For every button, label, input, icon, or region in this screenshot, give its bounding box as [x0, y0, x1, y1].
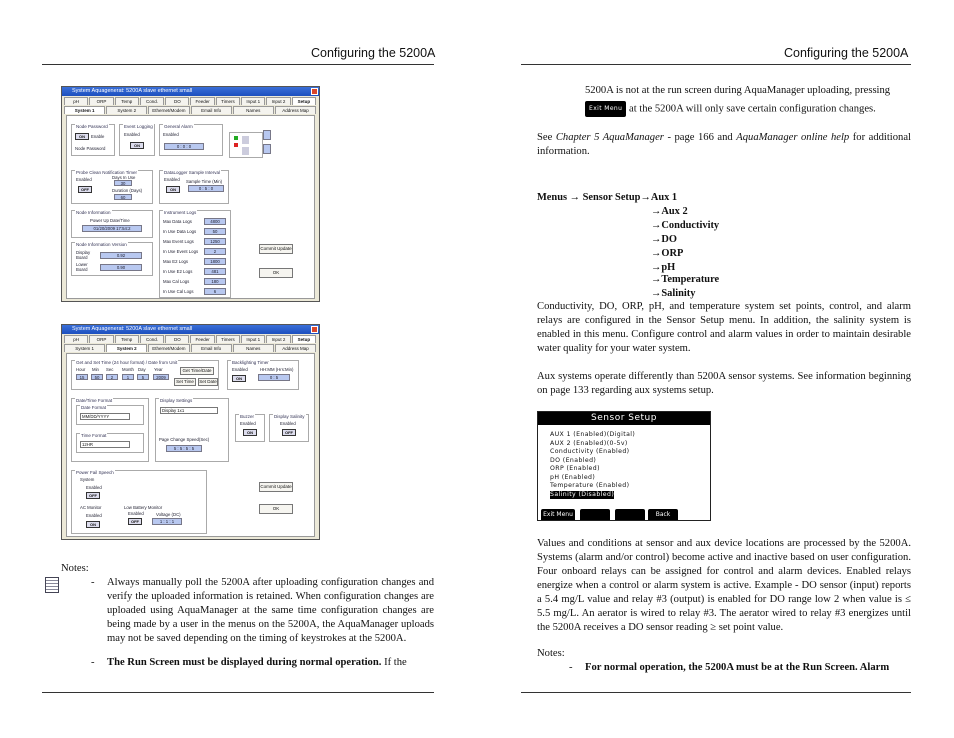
page-change-field[interactable]: 5 : 5 : 5 : 5 [166, 445, 202, 452]
enabled-label: Enabled [232, 367, 248, 372]
log-label: In Use Cal Logs [163, 289, 194, 294]
window-title: System Aquagenerat: 5200A slave ethernet small [62, 87, 319, 96]
group-label: Instrument Logs [164, 210, 197, 215]
backlighting-group [227, 360, 299, 390]
voltage-field[interactable]: 1 : 1 : 1 [152, 518, 182, 525]
enabled-label: Enabled [164, 177, 180, 182]
system2-panel [66, 353, 315, 537]
lcd-title: Sensor Setup [538, 412, 710, 425]
commit-update-button[interactable]: Commit Update [259, 244, 293, 254]
menu-path-5: →pH [651, 262, 676, 273]
main-tabs [64, 97, 317, 105]
ok-button[interactable]: OK [259, 504, 293, 514]
group-label: Buzzer [240, 414, 255, 419]
tab-timers[interactable]: Timers [216, 97, 240, 105]
tab-input1[interactable]: Input 1 [241, 97, 265, 105]
tab-input2[interactable]: Input 2 [266, 335, 290, 343]
enabled-label: Enabled [280, 421, 296, 426]
log-label: Max E2 Logs [163, 259, 189, 264]
group-label: Display Salinity [274, 414, 305, 419]
time-col-label: Day [138, 367, 146, 372]
note-rest: If the [384, 657, 407, 668]
right-p2 [537, 131, 911, 159]
sensor-setup-lcd [537, 411, 711, 521]
p2-help: AquaManager online help [736, 132, 850, 143]
group-label: Date/Time Format [76, 398, 113, 403]
menu-path-1: →Aux 2 [651, 206, 688, 217]
log-value: 2 [204, 248, 226, 255]
p2-mid: - page 166 and [667, 132, 733, 143]
left-notes-label: Notes: [61, 563, 89, 574]
subtab-email[interactable]: Email Info [191, 344, 232, 352]
menu-path-6: →Temperature [651, 274, 720, 285]
right-note-dash: - [569, 662, 573, 673]
group-label: Date Format [81, 405, 107, 410]
tab-setup[interactable]: Setup [292, 97, 316, 105]
subtab-system1[interactable]: System 1 [64, 106, 105, 114]
lcd-item[interactable]: AUX 1 (Enabled)(Digital) [550, 431, 636, 438]
sample-time-label: Sample Time (Min) [186, 179, 223, 184]
right-p1a: 5200A is not at the run screen during AquaManager uploading, pressing [585, 85, 891, 96]
tab-feeder[interactable]: Feeder [190, 335, 214, 343]
enabled-label: Enabled [86, 513, 102, 518]
log-value: 180 [204, 278, 226, 285]
left-note-2 [107, 656, 434, 670]
lcd-item-selected[interactable]: Salinity (Disabled) [550, 490, 615, 498]
min-field[interactable]: 50 [91, 374, 103, 380]
lcd-item[interactable]: AUX 2 (Enabled)(0-5v) [550, 439, 628, 447]
relay-box [242, 136, 249, 144]
alarm-status-box [263, 130, 271, 140]
softkey-2[interactable] [580, 509, 610, 520]
tab-do[interactable]: DO [165, 335, 189, 343]
p1b-text: at the 5200A will only save certain configuration changes. [629, 103, 876, 115]
power-up-field: 01/20/2009 17:54:2 [82, 225, 142, 232]
days-in-use-field[interactable]: 30 [114, 180, 132, 186]
ac-monitor-toggle[interactable]: ON [86, 521, 100, 528]
left-note-dash-1: - [91, 577, 95, 588]
tab-timers[interactable]: Timers [216, 335, 240, 343]
backlight-toggle[interactable]: ON [232, 375, 246, 382]
subtab-system1[interactable]: System 1 [64, 344, 105, 352]
left-note-dash-2: - [91, 657, 95, 668]
softkey-exit-menu[interactable]: Exit Menu [541, 509, 575, 520]
group-label: Node Information Version [76, 242, 127, 247]
main-tabs [64, 335, 317, 343]
datalogger-group [159, 170, 229, 204]
tab-ph[interactable]: pH [64, 335, 88, 343]
log-label: Max Data Logs [163, 219, 192, 224]
right-notes-label: Notes: [537, 648, 565, 659]
display-salinity-group [269, 414, 309, 442]
instrument-logs-group [159, 210, 231, 298]
page-change-label: Page Change Speed(Sec) [159, 437, 210, 442]
time-format-group [76, 433, 144, 453]
tab-cond[interactable]: Cond. [140, 335, 164, 343]
softkey-3[interactable] [615, 509, 645, 520]
time-col-label: Year [154, 367, 163, 372]
probe-clean-toggle[interactable]: OFF [78, 186, 92, 193]
relay-box [242, 147, 249, 155]
tab-cond[interactable]: Cond. [140, 97, 164, 105]
window-title: System Aquagenerat: 5200A slave ethernet small [62, 325, 319, 334]
right-p5: Values and conditions at sensor and aux device locations are processed by the 5200A. Systems (alarm and/or control) become active and inactive based on user configuration. Four onboard relays can be assigned for control and alarm devices. Enabled relays energize when a control or alarm system is active. Example - DO sensor (input) reports a 5.4 mg/L value and relay #3 (output) is enabled for DO range low 2 when value is ≤ 5.5 mg/L. An aerator is wired to relay #3. The aerator wired to relay #3 energizes until the 5200A receives a DO sensor reading ≥ set point value. [537, 538, 911, 633]
subtab-names[interactable]: Names [233, 106, 274, 114]
power-up-label: Power Up Date/Time [90, 218, 130, 223]
tab-setup[interactable]: Setup [292, 335, 316, 343]
group-label: General Alarm [164, 124, 193, 129]
close-icon[interactable] [311, 326, 318, 333]
lower-board-field: 0.90 [100, 264, 142, 271]
tab-input1[interactable]: Input 1 [241, 335, 265, 343]
hhmm-label: HH:MM (Hrs:Min) [260, 367, 294, 372]
enabled-label: Enabled [240, 421, 256, 426]
voltage-label: Voltage (DC) [156, 512, 181, 517]
subtab-system2[interactable]: System 2 [106, 344, 147, 352]
menu-path-0: Menus → Sensor Setup→Aux 1 [537, 192, 678, 203]
sub-tabs [64, 106, 317, 114]
set-time-button[interactable]: Set Time [174, 378, 196, 386]
group-label: Get and Set Time (24 hour format) / Date from Unit [76, 360, 178, 365]
enabled-label: Enabled [86, 485, 102, 490]
sample-time-field[interactable]: 0 : 5 : 0 [188, 185, 224, 192]
display-board-field: 0.92 [100, 252, 142, 259]
display-settings-group [155, 398, 229, 462]
exit-menu-key: Exit Menu [585, 101, 626, 117]
log-value: 481 [204, 268, 226, 275]
group-label: Backlighting Timer [232, 360, 269, 365]
enabled-label: Enabled [128, 511, 144, 516]
tab-orp[interactable]: ORP [89, 335, 113, 343]
menu-path-4: →ORP [651, 248, 684, 259]
event-logging-group [119, 124, 155, 156]
subtab-email[interactable]: Email Info [191, 106, 232, 114]
lower-board-label: Lower Board [76, 262, 88, 272]
tab-do[interactable]: DO [165, 97, 189, 105]
log-label: Max Event Logs [163, 239, 194, 244]
month-field[interactable]: 1 [122, 374, 134, 380]
relay-indicators [229, 132, 263, 158]
left-header-rule [42, 64, 434, 65]
backlight-time-field[interactable]: 0 : 5 [258, 374, 290, 381]
subtab-names[interactable]: Names [233, 344, 274, 352]
commit-update-button[interactable]: Commit Update [259, 482, 293, 492]
enable-label: Enable [91, 134, 105, 139]
get-time-date-button[interactable]: Get Time/Date [180, 367, 214, 375]
lcd-item[interactable]: Temperature (Enabled) [550, 482, 630, 489]
softkey-back[interactable]: Back [648, 509, 678, 520]
sec-field[interactable]: 2 [106, 374, 118, 380]
group-label: Event Logging [124, 124, 153, 129]
ok-button[interactable]: OK [259, 268, 293, 278]
time-col-label: Min [92, 367, 99, 372]
notepad-icon [45, 577, 59, 593]
password-toggle[interactable]: ON [75, 133, 89, 140]
subtab-address[interactable]: Address Map [275, 106, 316, 114]
right-p4: Aux systems operate differently than 5200A sensor systems. See information beginning on page 133 regarding aux systems setup. [537, 371, 911, 396]
log-label: In Use Event Logs [163, 249, 199, 254]
subtab-system2[interactable]: System 2 [106, 106, 147, 114]
subtab-ethernet[interactable]: Ethernet/Modem [148, 344, 189, 352]
log-value: 1250 [204, 238, 226, 245]
alarm-time-field[interactable]: 0 : 0 : 0 [164, 143, 204, 150]
days-in-use-label: Days In Use [112, 175, 136, 180]
time-col-label: Hour [76, 367, 86, 372]
enabled-label: Enabled [124, 132, 140, 137]
tab-temp[interactable]: Temp [115, 335, 139, 343]
group-label: Node Password [76, 124, 108, 129]
right-note-bold: For normal operation, the 5200A must be at the Run Screen. Alarm [585, 662, 890, 673]
probe-clean-group [71, 170, 153, 204]
subtab-ethernet[interactable]: Ethernet/Modem [148, 106, 189, 114]
event-logging-toggle[interactable]: ON [130, 142, 144, 149]
day-field[interactable]: 5 [137, 374, 149, 380]
log-value: 4800 [204, 218, 226, 225]
system1-panel [66, 115, 315, 299]
right-footer-rule [521, 692, 911, 693]
system1-window [61, 86, 320, 302]
p2-end: for additional information. [537, 132, 911, 157]
close-icon[interactable] [311, 88, 318, 95]
ac-monitor-label: AC Monitor [80, 505, 102, 510]
get-set-time-group [71, 360, 219, 390]
left-footer-rule [42, 692, 434, 693]
buzzer-toggle[interactable]: ON [243, 429, 257, 436]
system2-window [61, 324, 320, 540]
duration-field[interactable]: 60 [114, 194, 132, 200]
group-label: Time Format [81, 433, 107, 438]
lcd-item[interactable]: Conductivity (Enabled) [550, 448, 630, 455]
group-label: Node Information [76, 210, 111, 215]
p2-chapter: Chapter 5 AquaManager [555, 132, 664, 143]
log-value: 6 [204, 288, 226, 295]
system-label: System [80, 477, 95, 482]
right-p1b [585, 101, 911, 117]
tab-temp[interactable]: Temp [115, 97, 139, 105]
right-header-rule [521, 64, 911, 65]
system-toggle[interactable]: OFF [86, 492, 100, 499]
date-time-format-group [71, 398, 149, 462]
left-note-1: Always manually poll the 5200A after uploading configuration changes and verify the uploaded information is retained. When configuration changes are uploaded using AquaManager at the same time configuration changes are being made by a user in the menus on the 5200A, the AquaManager uploads may not be saved depending on the timing of keystrokes at the 5200A. [107, 577, 434, 644]
date-format-select[interactable]: MM/DD/YYYY [80, 413, 130, 420]
log-value: 50 [204, 228, 226, 235]
display-select[interactable]: Display 1x1 [160, 407, 218, 414]
tab-feeder[interactable]: Feeder [190, 97, 214, 105]
set-date-button[interactable]: Set Date [199, 379, 217, 384]
lcd-item[interactable]: DO (Enabled) [550, 456, 597, 464]
log-label: Max Cal Logs [163, 279, 190, 284]
salinity-toggle[interactable]: OFF [282, 429, 296, 436]
time-col-label: Sec [106, 367, 114, 372]
general-alarm-group [159, 124, 223, 156]
right-header: Configuring the 5200A [784, 46, 909, 60]
power-fail-group [71, 470, 207, 534]
menu-path-7: →Salinity [651, 288, 696, 299]
group-label: Probe Clean Notification Timer [76, 170, 138, 175]
node-password-group [71, 124, 115, 156]
hour-field[interactable]: 15 [76, 374, 88, 380]
lcd-item[interactable]: pH (Enabled) [550, 473, 596, 481]
tab-ph[interactable]: pH [64, 97, 88, 105]
lcd-item[interactable]: ORP (Enabled) [550, 465, 600, 472]
tab-orp[interactable]: ORP [89, 97, 113, 105]
p2-see: See [537, 132, 553, 143]
log-label: In Use E2 Logs [163, 269, 193, 274]
alarm-status-box [263, 144, 271, 154]
time-format-select[interactable]: 12HR [80, 441, 130, 448]
node-info-group [71, 210, 153, 238]
enabled-label: Enabled [76, 177, 92, 182]
menu-path-3: →DO [651, 234, 677, 245]
group-label: DataLogger Sample Interval [164, 170, 221, 175]
display-board-label: Display Board [76, 250, 91, 260]
note-bold: The Run Screen must be displayed during normal operation. [107, 657, 382, 668]
subtab-address[interactable]: Address Map [275, 344, 316, 352]
duration-label: Duration (Days) [112, 188, 143, 193]
date-format-group [76, 405, 144, 425]
log-label: In Use Data Logs [163, 229, 197, 234]
time-col-label: Month [122, 367, 134, 372]
right-p3: Conductivity, DO, ORP, pH, and temperature system set points, control, and alarm relays are configured in the Sensor Setup menu. In addition, the salinity system is enabled in this menu. Configure control and alarm values in order to maintain desirable water quality for your water system. [537, 301, 911, 354]
tab-input2[interactable]: Input 2 [266, 97, 290, 105]
group-label: Display Settings [160, 398, 193, 403]
sub-tabs [64, 344, 317, 352]
enabled-label: Enabled [163, 132, 179, 137]
low-battery-label: Low Battery Monitor [124, 505, 163, 510]
low-battery-toggle[interactable]: OFF [128, 518, 142, 525]
year-field[interactable]: 2009 [153, 374, 169, 380]
node-password-label: Node Password [75, 146, 106, 151]
buzzer-group [235, 414, 265, 442]
group-label: Power Fail Speech [76, 470, 114, 475]
datalogger-toggle[interactable]: ON [166, 186, 180, 193]
node-info-version-group [71, 242, 153, 276]
status-led-red [234, 143, 238, 147]
menu-path-2: →Conductivity [651, 220, 720, 231]
status-led-green [234, 136, 238, 140]
left-header: Configuring the 5200A [311, 46, 436, 60]
log-value: 1800 [204, 258, 226, 265]
